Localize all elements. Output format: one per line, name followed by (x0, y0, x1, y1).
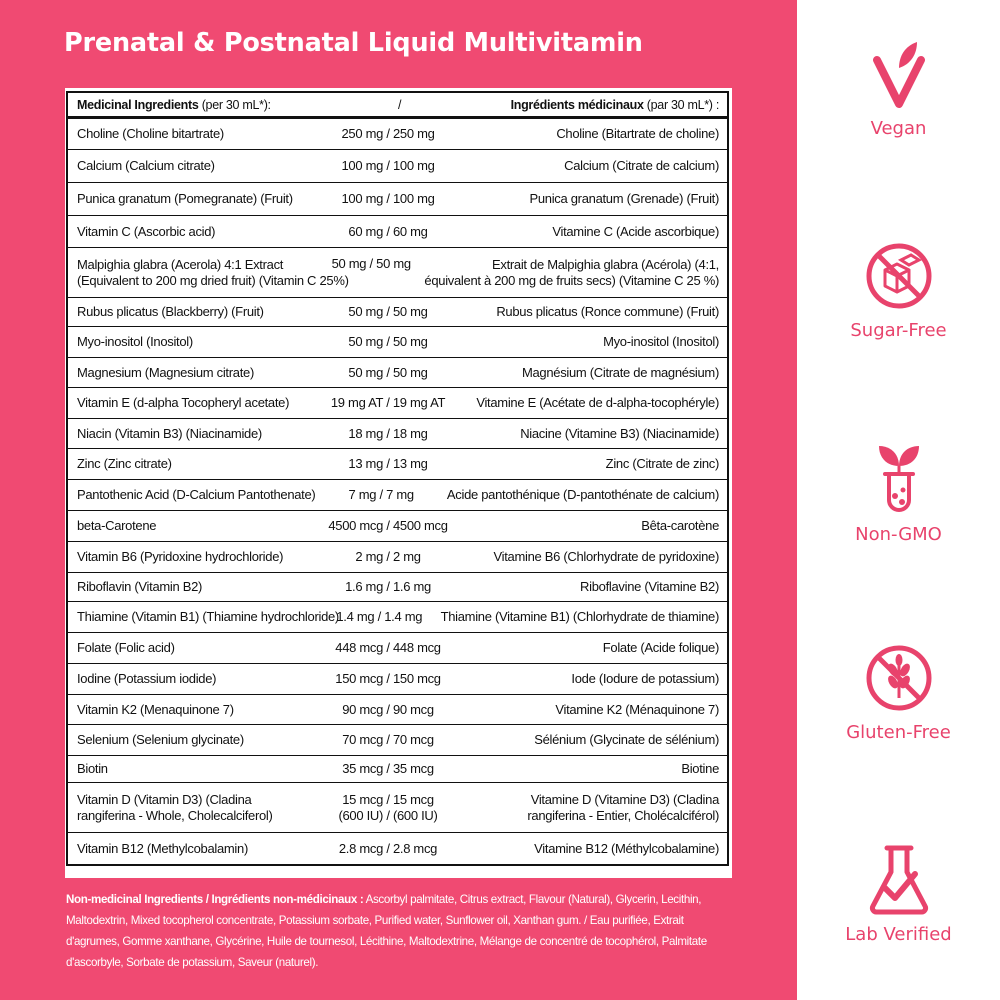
non-medicinal-label: Non-medicinal Ingredients / Ingrédients non-médicinaux : (66, 893, 364, 906)
amount-text: 50 mg / 50 mg (348, 304, 428, 319)
amount-text: 90 mcg / 90 mcg (342, 701, 434, 717)
ingredient-fr-text: Rubus plicatus (Ronce commune) (Fruit) (496, 304, 719, 319)
ingredient-fr-text: Vitamine C (Acide ascorbique) (552, 223, 719, 239)
ingredient-fr-cell (458, 395, 727, 411)
ingredient-fr-text: Vitamine B12 (Méthylcobalamine) (534, 840, 719, 856)
ingredient-fr-cell (458, 549, 727, 565)
ingredient-en-text: Folate (Folic acid) (77, 640, 175, 655)
ingredient-en-cell (68, 304, 318, 320)
table-row (68, 449, 727, 480)
badge-sugar-free (797, 240, 1000, 341)
table-row (68, 358, 727, 388)
ingredient-fr-cell (458, 671, 727, 687)
table-row (68, 783, 727, 833)
ingredient-fr-text: Punica granatum (Grenade) (Fruit) (529, 191, 719, 206)
amount-cell (318, 549, 458, 565)
amount-cell (318, 395, 458, 411)
amount-text: 35 mcg / 35 mcg (342, 761, 434, 776)
amount-text: (600 IU) / (600 IU) (338, 807, 438, 823)
ingredient-fr-cell (458, 191, 727, 207)
amount-text: 1.6 mg / 1.6 mg (345, 579, 431, 594)
amount-cell (315, 487, 446, 503)
ingredient-fr-cell (458, 224, 727, 240)
ingredient-fr-text: Bêta-carotène (641, 518, 719, 533)
amount-text: 18 mg / 18 mg (348, 425, 428, 441)
ingredient-en-cell (68, 841, 318, 857)
ingredient-fr-text: Folate (Acide folique) (602, 640, 719, 655)
ingredient-en-text: rangiferina - Whole, Cholecalciferol) (77, 807, 273, 823)
table-row (68, 756, 727, 783)
ingredient-fr-text: Iode (Iodure de potassium) (571, 671, 719, 686)
ingredient-en-cell (68, 395, 318, 411)
ingredient-en-cell (68, 518, 318, 534)
table-row (68, 419, 727, 449)
amount-text: 448 mcg / 448 mcg (335, 640, 441, 655)
gluten-free-icon (863, 642, 935, 714)
ingredient-fr-text: Zinc (Citrate de zinc) (605, 456, 719, 471)
amount-text: 100 mg / 100 mg (341, 158, 435, 173)
ingredient-en-text: Punica granatum (Pomegranate) (Fruit) (77, 191, 293, 206)
ingredient-fr-text: Vitamine B6 (Chlorhydrate de pyridoxine) (493, 549, 719, 564)
ingredient-en-text: Thiamine (Vitamin B1) (Thiamine hydrochloride) (77, 609, 339, 624)
amount-cell (318, 248, 424, 272)
amount-text: 70 mcg / 70 mcg (342, 732, 434, 747)
ingredient-en-text: Riboflavin (Vitamin B2) (77, 579, 203, 594)
ingredient-fr-text: Acide pantothénique (D-pantothénate de calcium) (446, 487, 719, 502)
amount-cell (318, 158, 458, 174)
table-row (68, 695, 727, 725)
ingredient-fr-text: Magnésium (Citrate de magnésium) (521, 364, 719, 380)
ingredient-en-cell (68, 426, 318, 442)
ingredient-en-cell (68, 158, 318, 174)
amount-cell (318, 334, 458, 350)
ingredient-en-text: Vitamin B6 (Pyridoxine hydrochloride) (77, 549, 284, 564)
ingredient-en-cell (68, 224, 318, 240)
ingredient-fr-cell (458, 518, 727, 534)
amount-cell (318, 518, 458, 534)
ingredient-fr-text: Calcium (Citrate de calcium) (564, 158, 719, 173)
non-medicinal-ingredients (66, 889, 736, 973)
header-fr-bold: Ingrédients médicinaux (510, 97, 644, 112)
ingredient-en-text: Selenium (Selenium glycinate) (77, 732, 244, 747)
badge-gluten-free (797, 642, 1000, 743)
header-en-bold: Medicinal Ingredients (77, 97, 199, 112)
ingredient-fr-text: Extrait de Malpighia glabra (Acérola) (4:1, (492, 256, 719, 272)
table-row (68, 298, 727, 327)
ingredient-fr-cell (458, 426, 727, 442)
sugar-free-icon (863, 240, 935, 312)
ingredient-en-text: Choline (Choline bitartrate) (77, 126, 224, 141)
header-fr-rest: (par 30 mL*) : (643, 97, 719, 112)
ingredient-en-text: Malpighia glabra (Acerola) 4:1 Extract (77, 256, 284, 272)
ingredient-en-text: beta-Carotene (77, 518, 157, 533)
amount-cell (318, 365, 458, 381)
ingredient-fr-cell (441, 609, 727, 625)
amount-cell (318, 841, 458, 857)
amount-cell (318, 304, 458, 320)
ingredient-en-cell (68, 126, 318, 142)
ingredient-fr-text: Vitamine D (Vitamine D3) (Cladina (530, 791, 719, 807)
ingredient-fr-text: Vitamine E (Acétate de d-alpha-tocophéryle) (476, 395, 719, 410)
ingredient-en-cell (68, 191, 318, 207)
ingredient-en-text: Magnesium (Magnesium citrate) (77, 364, 254, 380)
amount-cell (318, 732, 458, 748)
ingredient-en-cell (68, 579, 318, 595)
ingredient-fr-cell (458, 158, 727, 174)
amount-text: 13 mg / 13 mg (348, 456, 428, 471)
badge-gluten-free-label: Gluten-Free (846, 722, 951, 743)
lab-verified-icon (863, 842, 935, 916)
ingredient-en-text: Pantothenic Acid (D-Calcium Pantothenate) (77, 487, 316, 502)
ingredient-fr-cell (447, 487, 727, 503)
amount-text: 60 mg / 60 mg (348, 223, 428, 239)
badge-non-gmo (797, 440, 1000, 545)
amount-text: 1.4 mg / 1.4 mg (336, 609, 423, 624)
amount-text: 2.8 mcg / 2.8 mcg (338, 840, 438, 856)
table-row (68, 542, 727, 573)
table-row (68, 388, 727, 419)
amount-text: 150 mcg / 150 mcg (335, 671, 441, 686)
table-row (68, 833, 727, 864)
ingredient-en-text: Zinc (Zinc citrate) (77, 456, 172, 471)
table-row (68, 511, 727, 542)
ingredient-fr-cell (458, 579, 727, 595)
ingredient-fr-cell (458, 640, 727, 656)
ingredient-fr-text: Vitamine K2 (Ménaquinone 7) (555, 701, 719, 717)
table-row (68, 119, 727, 150)
amount-text: 100 mg / 100 mg (341, 191, 435, 206)
ingredient-en-text: (Equivalent to 200 mg dried fruit) (Vitamin C 25%) (77, 272, 349, 288)
amount-text: 50 mg / 50 mg (331, 256, 411, 271)
ingredient-fr-text: équivalent à 200 mg de fruits secs) (Vitamine C 25 %) (424, 272, 719, 288)
amount-cell (318, 792, 458, 824)
ingredients-table (66, 91, 729, 866)
amount-cell (318, 761, 458, 777)
ingredient-fr-cell (458, 126, 727, 142)
badge-lab-verified (797, 842, 1000, 945)
ingredient-fr-cell (458, 334, 727, 350)
ingredient-en-cell (68, 702, 318, 718)
amount-cell (318, 126, 458, 142)
ingredient-fr-cell (458, 841, 727, 857)
ingredient-en-text: Vitamin C (Ascorbic acid) (77, 223, 216, 239)
ingredient-en-cell (68, 487, 315, 503)
amount-text: 50 mg / 50 mg (348, 334, 428, 349)
ingredient-en-text: Rubus plicatus (Blackberry) (Fruit) (77, 304, 264, 319)
amount-cell (318, 426, 458, 442)
amount-cell (318, 579, 458, 595)
ingredient-en-cell (68, 609, 339, 625)
badge-vegan (797, 38, 1000, 139)
ingredient-en-cell (68, 365, 318, 381)
ingredient-fr-cell (458, 304, 727, 320)
ingredient-fr-text: rangiferina - Entier, Cholécalciférol) (527, 807, 719, 823)
table-row (68, 327, 727, 358)
amount-cell (318, 224, 458, 240)
ingredient-fr-text: Myo-inositol (Inositol) (603, 334, 719, 349)
ingredient-en-text: Biotin (77, 761, 108, 776)
table-row (68, 480, 727, 511)
amount-text: 7 mg / 7 mg (348, 487, 414, 502)
ingredient-fr-cell (424, 257, 727, 289)
table-row (68, 633, 727, 664)
table-row (68, 248, 727, 298)
ingredient-en-cell (68, 640, 318, 656)
amount-text: 250 mg / 250 mg (341, 126, 435, 141)
ingredient-fr-cell (458, 365, 727, 381)
ingredient-en-text: Calcium (Calcium citrate) (77, 158, 215, 173)
table-row (68, 602, 727, 633)
ingredient-fr-text: Riboflavine (Vitamine B2) (580, 579, 719, 594)
table-row (68, 725, 727, 756)
ingredient-en-text: Vitamin E (d-alpha Tocopheryl acetate) (77, 395, 290, 410)
ingredient-fr-cell (458, 732, 727, 748)
amount-cell (318, 609, 441, 625)
vegan-v-icon (869, 38, 929, 110)
ingredient-en-cell (68, 256, 349, 289)
ingredient-en-text: Myo-inositol (Inositol) (77, 334, 193, 349)
header-en-rest: (per 30 mL*): (198, 97, 271, 112)
page-title: Prenatal & Postnatal Liquid Multivitamin (64, 28, 643, 58)
ingredient-fr-text: Sélénium (Glycinate de sélénium) (534, 732, 719, 747)
non-gmo-icon (869, 440, 929, 516)
amount-cell (318, 702, 458, 718)
ingredient-en-text: Iodine (Potassium iodide) (77, 671, 217, 686)
amount-cell (318, 456, 458, 472)
header-en (68, 97, 318, 113)
ingredient-en-text: Vitamin K2 (Menaquinone 7) (77, 701, 234, 717)
ingredient-en-cell (68, 732, 318, 748)
badge-vegan-label: Vegan (870, 118, 927, 139)
badge-sugar-free-label: Sugar-Free (850, 320, 947, 341)
amount-cell (318, 640, 458, 656)
ingredient-fr-cell (458, 456, 727, 472)
header-fr (488, 97, 727, 113)
table-row (68, 573, 727, 602)
table-header (68, 93, 727, 119)
table-row (68, 216, 727, 248)
header-separator: / (398, 97, 402, 112)
ingredient-en-cell (68, 671, 318, 687)
ingredient-en-cell (68, 761, 318, 777)
ingredient-en-cell (68, 456, 318, 472)
ingredient-fr-cell (458, 761, 727, 777)
ingredient-en-cell (68, 549, 318, 565)
amount-text: 50 mg / 50 mg (348, 364, 428, 380)
badge-lab-verified-label: Lab Verified (845, 924, 952, 945)
ingredient-fr-text: Biotine (681, 761, 719, 776)
table-row (68, 183, 727, 216)
amount-text: 2 mg / 2 mg (355, 549, 421, 564)
amount-cell (318, 191, 458, 207)
badge-non-gmo-label: Non-GMO (855, 524, 942, 545)
ingredient-fr-cell (458, 792, 727, 824)
ingredient-en-text: Niacin (Vitamin B3) (Niacinamide) (77, 425, 262, 441)
amount-text: 19 mg AT / 19 mg AT (330, 395, 446, 410)
ingredient-en-cell (68, 792, 318, 824)
amount-text: 4500 mcg / 4500 mcg (328, 518, 448, 533)
ingredient-fr-text: Thiamine (Vitamine B1) (Chlorhydrate de thiamine) (440, 609, 719, 624)
ingredient-en-cell (68, 334, 318, 350)
amount-text: 15 mcg / 15 mcg (342, 791, 434, 807)
table-row (68, 150, 727, 183)
table-row (68, 664, 727, 695)
ingredient-en-text: Vitamin D (Vitamin D3) (Cladina (77, 791, 252, 807)
ingredient-en-text: Vitamin B12 (Methylcobalamin) (77, 840, 248, 856)
ingredient-fr-text: Niacine (Vitamine B3) (Niacinamide) (520, 425, 719, 441)
ingredient-fr-cell (458, 702, 727, 718)
ingredient-fr-text: Choline (Bitartrate de choline) (556, 126, 719, 141)
non-medicinal-text: Ascorbyl palmitate, Citrus extract, Flavour (Natural), Glycerin, Lecithin, Maltodextrin, Mixed tocopherol concentrate, Potassium sorbate, Purified water, Sunflower oil, Xanthan gum. / Eau purifiée, Extrait d'agrumes, Gomme xanthane, Glycérine, Huile de tournesol, Lécithine, Maltodextrine, Mélange de concentré de tocophérol, Palmitate d'ascorbyle, Sorbate de potassium, Saveur (naturel). (66, 893, 707, 969)
amount-cell (318, 671, 458, 687)
